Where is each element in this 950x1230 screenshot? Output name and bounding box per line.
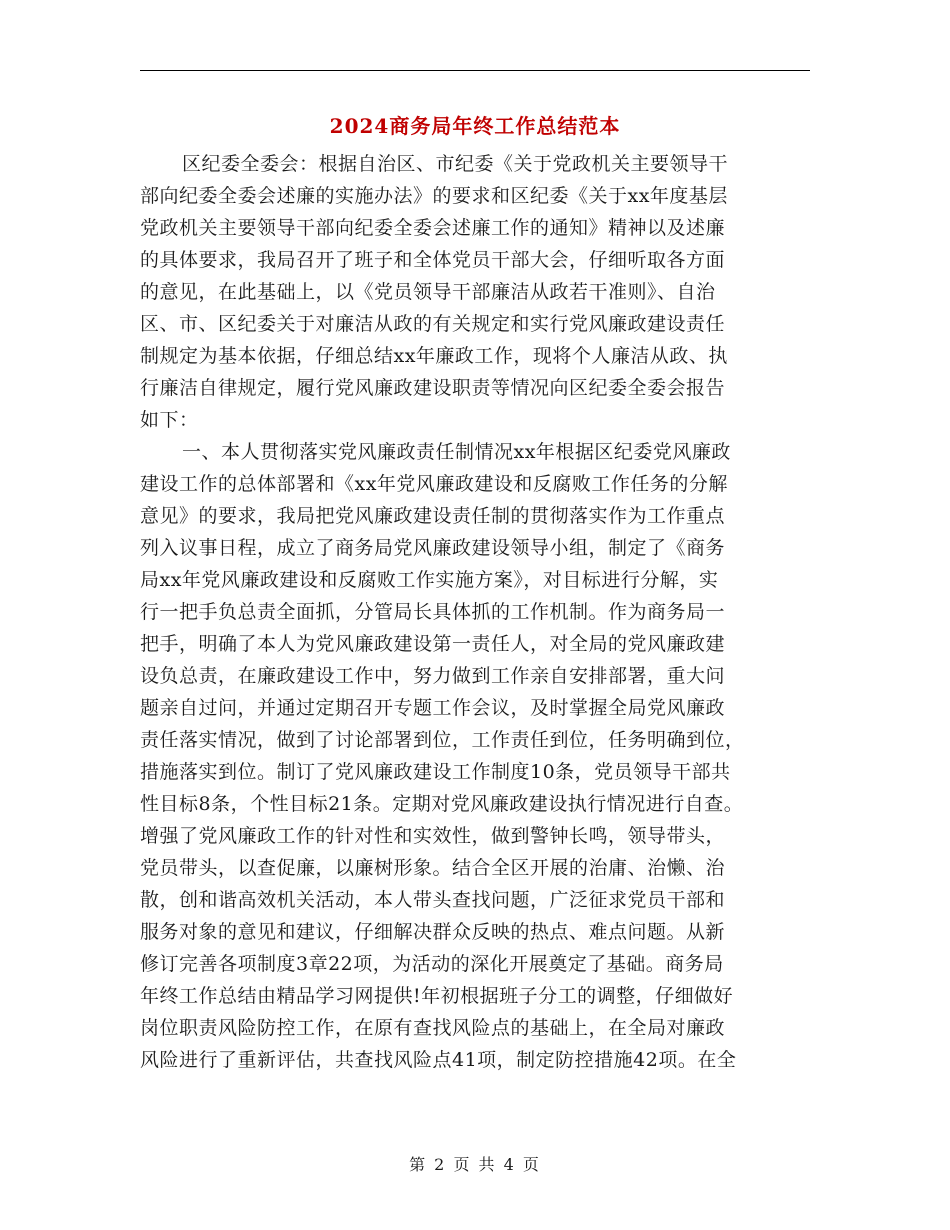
paragraph-line: 设负总责，在廉政建设工作中，努力做到工作亲自安排部署，重大问	[140, 665, 726, 687]
paragraph-line: 把手，明确了本人为党风廉政建设第一责任人，对全局的党风廉政建	[140, 633, 726, 655]
paragraph-line: 局xx年党风廉政建设和反腐败工作实施方案》，对目标进行分解，实	[140, 569, 719, 591]
document-title: 2024商务局年终工作总结范本	[329, 114, 621, 138]
paragraph-line: 列入议事日程，成立了商务局党风廉政建设领导小组，制定了《商务	[140, 537, 726, 559]
paragraph-line: 年终工作总结由精品学习网提供!年初根据班子分工的调整，仔细做好	[140, 985, 734, 1007]
paragraph-line: 如下：	[140, 409, 199, 431]
paragraph-line: 散，创和谐高效机关活动，本人带头查找问题，广泛征求党员干部和	[140, 889, 726, 911]
paragraph-line: 区纪委全委会：根据自治区、市纪委《关于党政机关主要领导干	[182, 153, 729, 175]
document-body	[140, 148, 815, 1076]
paragraph-line: 建设工作的总体部署和《xx年党风廉政建设和反腐败工作任务的分解	[140, 473, 728, 495]
paragraph-line: 部向纪委全委会述廉的实施办法》的要求和区纪委《关于xx年度基层	[140, 185, 728, 207]
paragraph-line: 行一把手负总责全面抓，分管局长具体抓的工作机制。作为商务局一	[140, 601, 726, 623]
page-number: 第 2 页 共 4 页	[409, 1155, 541, 1174]
paragraph-line: 意见》的要求，我局把党风廉政建设责任制的贯彻落实作为工作重点	[140, 505, 726, 527]
paragraph-line: 党员带头，以查促廉，以廉树形象。结合全区开展的治庸、治懒、治	[140, 857, 726, 879]
paragraph-line: 措施落实到位。制订了党风廉政建设工作制度10条，党员领导干部共	[140, 761, 731, 783]
paragraph-line: 性目标8条，个性目标21条。定期对党风廉政建设执行情况进行自查。	[140, 793, 744, 815]
paragraph-line: 修订完善各项制度3章22项，为活动的深化开展奠定了基础。商务局	[140, 953, 724, 975]
paragraph-line: 制规定为基本依据，仔细总结xx年廉政工作，现将个人廉洁从政、执	[140, 345, 728, 367]
paragraph-line: 增强了党风廉政工作的针对性和实效性，做到警钟长鸣，领导带头，	[140, 825, 726, 847]
paragraph-line: 行廉洁自律规定，履行党风廉政建设职责等情况向区纪委全委会报告	[140, 377, 726, 399]
paragraph-line: 一、本人贯彻落实党风廉政责任制情况xx年根据区纪委党风廉政	[182, 441, 731, 463]
paragraph-line: 的具体要求，我局召开了班子和全体党员干部大会，仔细听取各方面	[140, 249, 726, 271]
paragraph-line: 责任落实情况，做到了讨论部署到位，工作责任到位，任务明确到位，	[140, 729, 745, 751]
paragraph-line: 岗位职责风险防控工作，在原有查找风险点的基础上，在全局对廉政	[140, 1017, 726, 1039]
header-rule	[140, 70, 810, 71]
paragraph-line: 的意见，在此基础上，以《党员领导干部廉洁从政若干准则》、自治	[140, 281, 716, 303]
paragraph-line: 风险进行了重新评估，共查找风险点41项，制定防控措施42项。在全	[140, 1049, 737, 1071]
paragraph-line: 党政机关主要领导干部向纪委全委会述廉工作的通知》精神以及述廉	[140, 217, 726, 239]
paragraph-line: 题亲自过问，并通过定期召开专题工作会议，及时掌握全局党风廉政	[140, 697, 726, 719]
paragraph-line: 区、市、区纪委关于对廉洁从政的有关规定和实行党风廉政建设责任	[140, 313, 726, 335]
paragraph-line: 服务对象的意见和建议，仔细解决群众反映的热点、难点问题。从新	[140, 921, 726, 943]
